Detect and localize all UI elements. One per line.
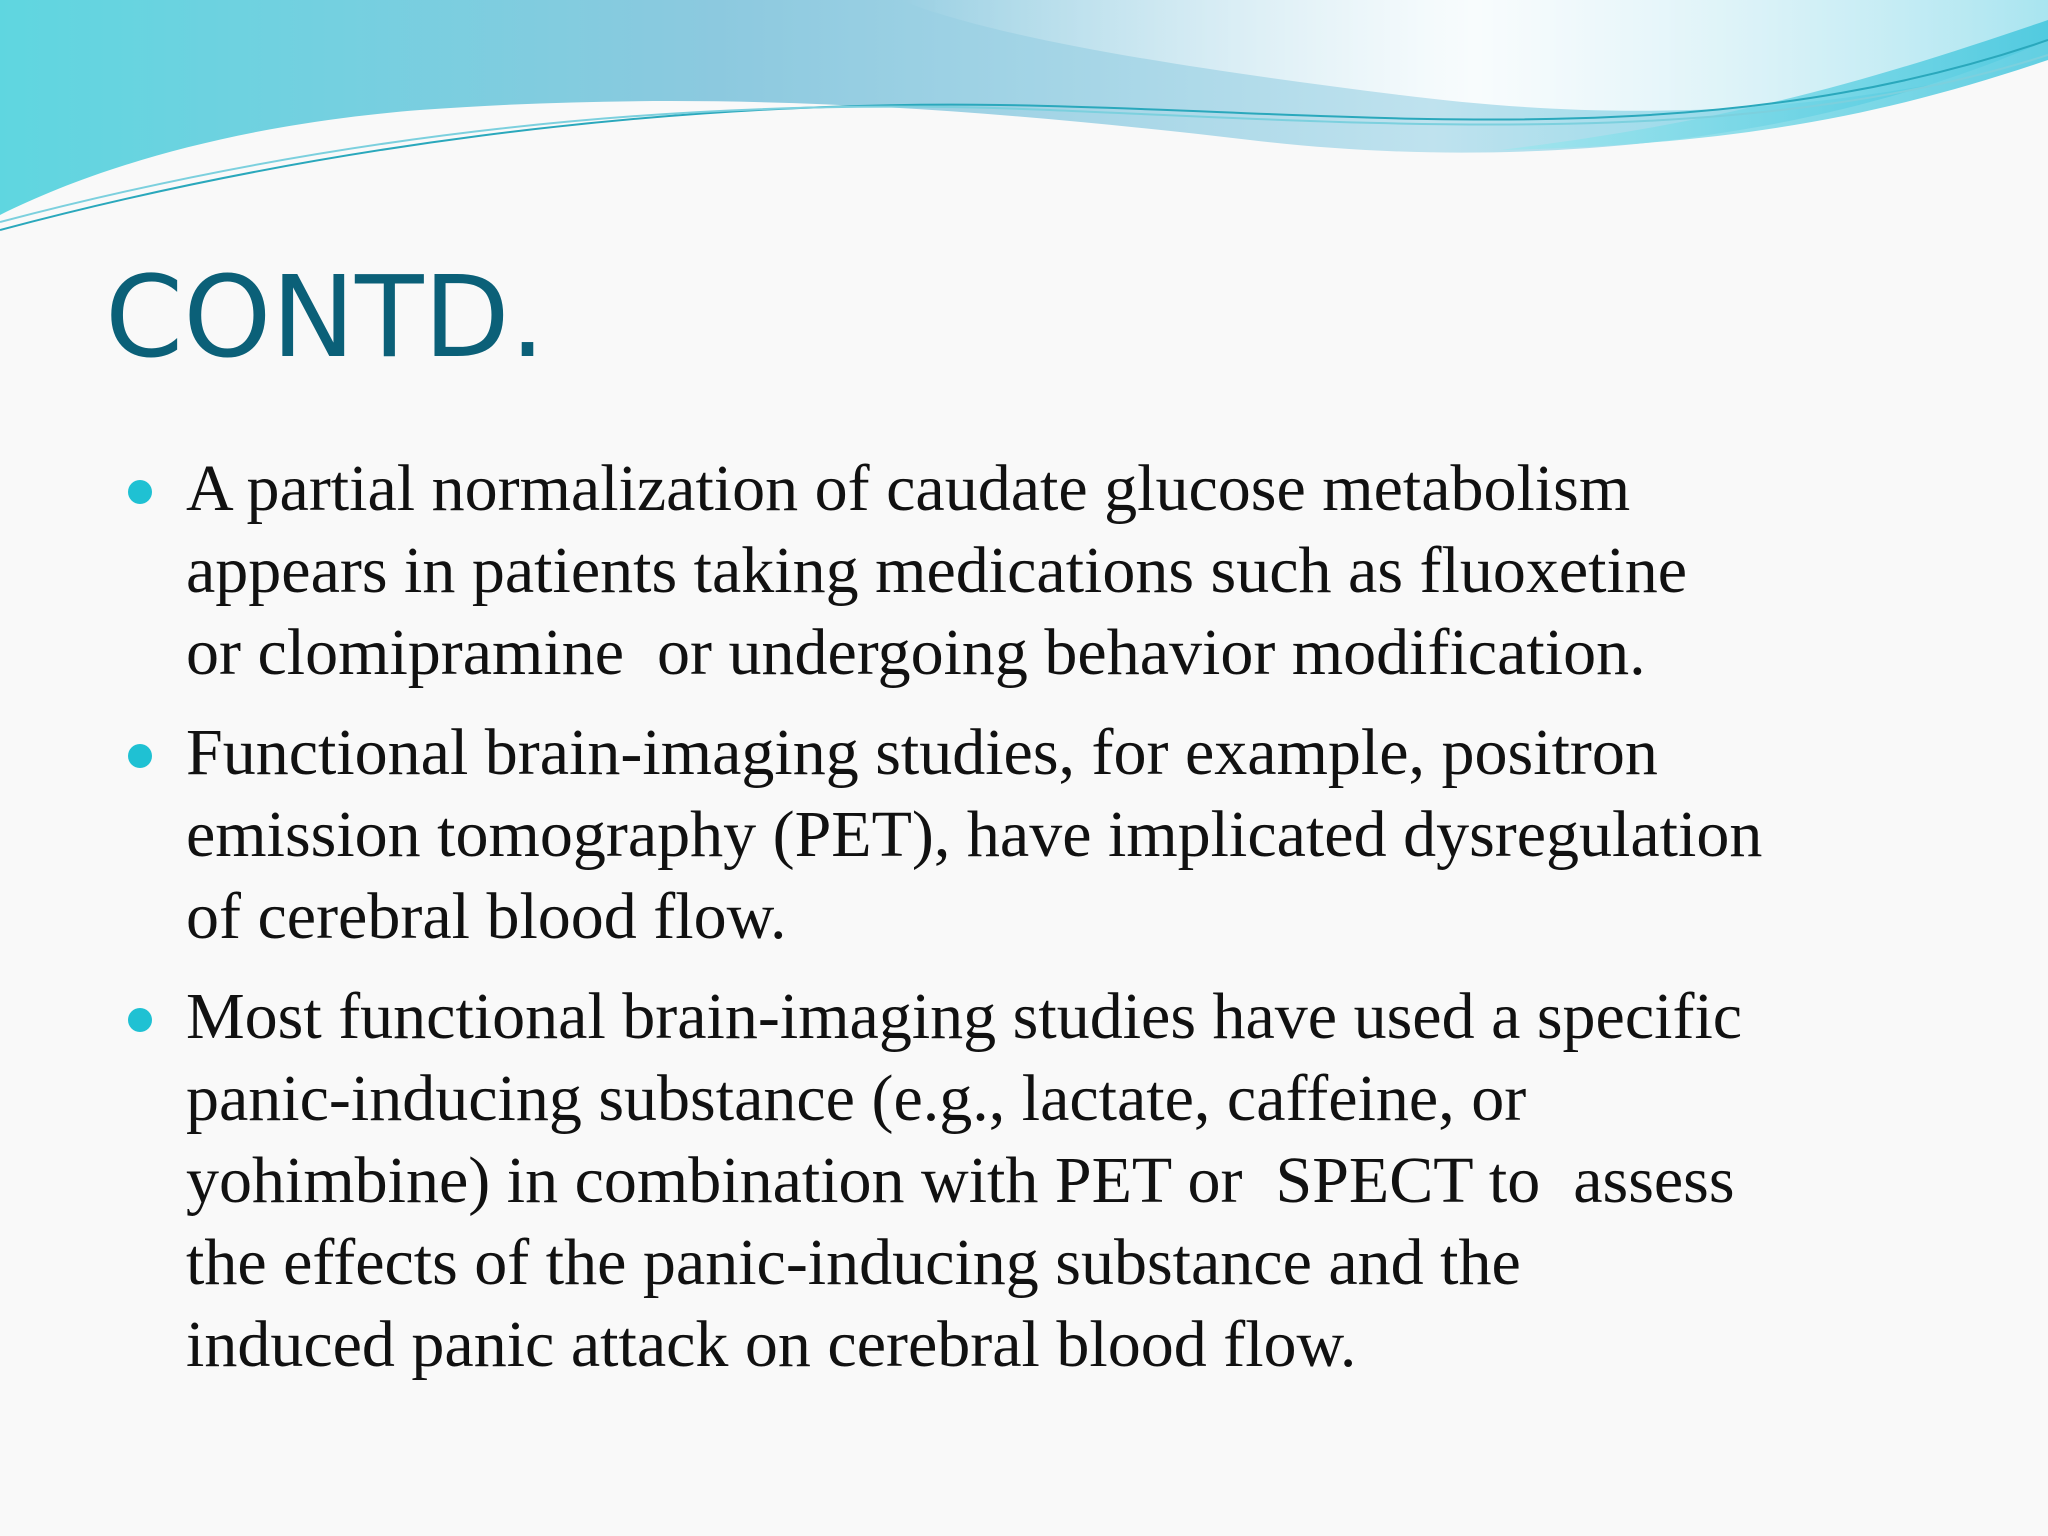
bullet-dot-icon [128,1008,152,1032]
bullet-line: of cerebral blood flow. [186,880,787,953]
bullet-line: appears in patients taking medications such as fluoxetine [186,534,1688,607]
bullet-line: induced panic attack on cerebral blood flow. [186,1308,1357,1381]
slide-title: CONTD. [105,253,546,383]
bullet-dot-icon [128,480,152,504]
bullet-item [128,712,1948,958]
header-wave-decoration [0,0,2048,240]
bullet-list [128,448,1948,1404]
bullet-line: emission tomography (PET), have implicated dysregulation [186,798,1763,871]
bullet-line: Functional brain-imaging studies, for example, positron [186,716,1658,789]
bullet-item [128,448,1948,694]
bullet-line: A partial normalization of caudate glucose metabolism [186,452,1631,525]
bullet-item [128,976,1948,1386]
bullet-dot-icon [128,744,152,768]
bullet-line: yohimbine) in combination with PET or SPECT to assess [186,1144,1735,1217]
bullet-line: panic-inducing substance (e.g., lactate, caffeine, or [186,1062,1527,1135]
bullet-line: the effects of the panic-inducing substance and the [186,1226,1521,1299]
bullet-line: or clomipramine or undergoing behavior modification. [186,616,1646,689]
bullet-line: Most functional brain-imaging studies have used a specific [186,980,1743,1053]
